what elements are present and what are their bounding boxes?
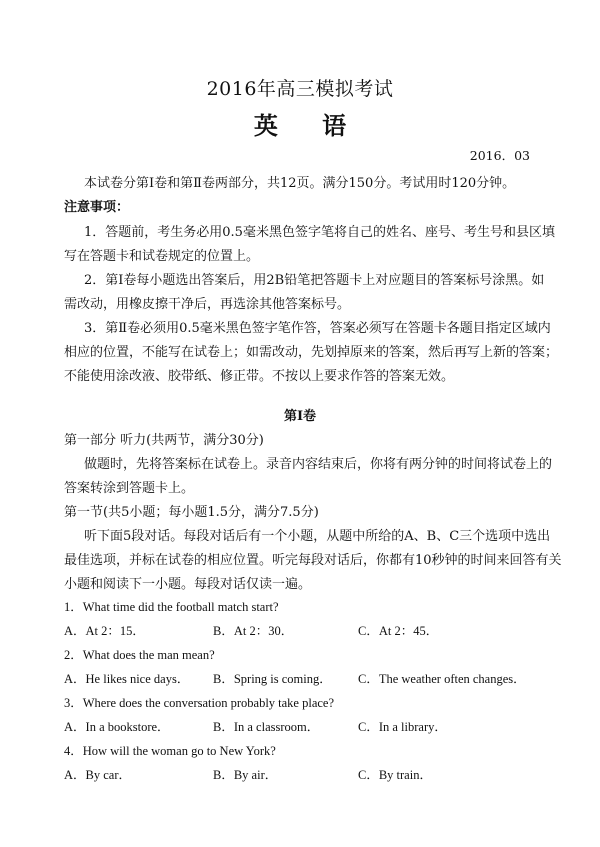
notice-line: 不能使用涂改液、胶带纸、修正带。不按以上要求作答的答案无效。 (64, 369, 455, 384)
exam-title: 2016年高三模拟考试 (206, 78, 394, 100)
option-b: B．Spring is coming． (213, 672, 332, 686)
part1-instruction: 答案转涂到答题卡上。 (64, 481, 195, 496)
option-c: C．In a library． (358, 720, 447, 734)
notice-line: 需改动，用橡皮擦干净后，再选涂其他答案标号。 (64, 297, 351, 312)
question-stem: 2．What does the man mean? (64, 648, 215, 662)
subject-title: 英 语 (253, 111, 365, 140)
section1-instruction: 听下面5段对话。每段对话后有一个小题，从题中所给的A、B、C三个选项中选出 (84, 529, 551, 544)
question-stem: 4．How will the woman go to New York? (64, 744, 276, 758)
volume-heading: 第Ⅰ卷 (283, 409, 317, 424)
option-a: A．By car． (64, 768, 131, 782)
notice-line: 相应的位置，不能写在试卷上；如需改动，先划掉原来的答案，然后再写上新的答案； (64, 345, 559, 360)
part1-heading: 第一部分 听力(共两节，满分30分) (64, 433, 264, 448)
option-b: B．By air． (213, 768, 278, 782)
option-a: A．He likes nice days． (64, 672, 190, 686)
section1-instruction: 最佳选项，并标在试卷的相应位置。听完每段对话后，你都有10秒钟的时间来回答有关 (64, 553, 562, 568)
option-c: C．At 2：45． (358, 624, 439, 638)
option-b: B．In a classroom． (213, 720, 320, 734)
option-c: C．The weather often changes． (358, 672, 526, 686)
notice-line: 1．答题前，考生务必用0.5毫米黑色签字笔将自己的姓名、座号、考生号和县区填 (84, 225, 555, 240)
intro-text: 本试卷分第Ⅰ卷和第Ⅱ卷两部分，共12页。满分150分。考试用时120分钟。 (84, 176, 516, 191)
section1-heading: 第一节(共5小题；每小题1.5分，满分7.5分) (64, 505, 319, 520)
notice-line: 写在答题卡和试卷规定的位置上。 (64, 249, 260, 264)
question-stem: 3．Where does the conversation probably take place? (64, 696, 335, 710)
option-b: B．At 2：30． (213, 624, 294, 638)
option-a: A．At 2：15． (64, 624, 145, 638)
notice-line: 3．第Ⅱ卷必须用0.5毫米黑色签字笔作答，答案必须写在答题卡各题目指定区域内 (84, 321, 551, 336)
option-a: A．In a bookstore． (64, 720, 170, 734)
section1-instruction: 小题和阅读下一小题。每段对话仅读一遍。 (64, 577, 312, 592)
notice-line: 2．第Ⅰ卷每小题选出答案后，用2B铅笔把答题卡上对应题目的答案标号涂黑。如 (84, 273, 545, 288)
part1-instruction: 做题时，先将答案标在试卷上。录音内容结束后，你将有两分钟的时间将试卷上的 (84, 457, 553, 472)
exam-date: 2016．03 (469, 148, 530, 163)
notice-heading: 注意事项： (64, 200, 130, 215)
option-c: C．By train． (358, 768, 432, 782)
question-stem: 1．What time did the football match start? (64, 600, 279, 614)
